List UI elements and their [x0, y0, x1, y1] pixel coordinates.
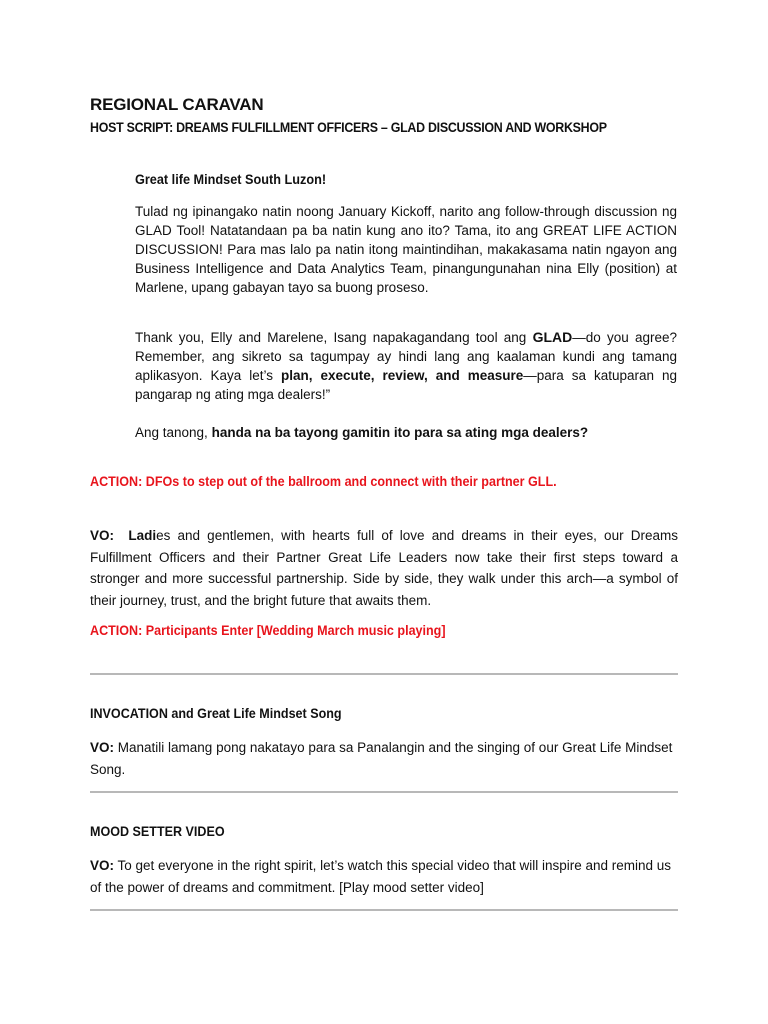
- p2-text-a: Thank you, Elly and Marelene, Isang napakagandang tool ang: [135, 330, 533, 345]
- mood-heading: MOOD SETTER VIDEO: [90, 824, 225, 839]
- intro-paragraph-1: Tulad ng ipinangako natin noong January Kickoff, narito ang follow-through discussion ng GLAD Tool! Natatandaan pa ba natin kung ano ito? Tama, ito ang GREAT LIFE ACTION DISCUSSION! Para mas lalo pa natin itong maintindihan, makakasama natin ngayon ang Business Intelligence and Data Analytics Team, pinangungunahan nina Elly (position) at Marlene, upang gabayan tayo sa buong proseso.: [135, 204, 677, 295]
- divider: [90, 791, 678, 793]
- intro-paragraph-3: [135, 423, 677, 442]
- vo-lead-bold: Ladi: [128, 528, 157, 543]
- vo-label: VO:: [90, 858, 115, 873]
- vo-main-paragraph: [90, 525, 678, 611]
- mood-vo: [90, 855, 678, 899]
- p3-text-a: Ang tanong,: [135, 425, 212, 440]
- mood-text: To get everyone in the right spirit, let’s watch this special video that will inspire and remind us of the power of dreams and commitment. [Play mood setter video]: [90, 858, 672, 895]
- vo-label: VO:: [90, 740, 115, 755]
- divider: [90, 673, 678, 675]
- action-line-1: ACTION: DFOs to step out of the ballroom and connect with their partner GLL.: [90, 474, 557, 489]
- p2-text-b: —do you agree? Remember, ang sikreto sa tagumpay ay hindi lang ang kaalaman kundi ang tamang aplikasyon. Kaya let’s: [135, 330, 678, 383]
- intro-paragraph-2: [135, 328, 677, 404]
- p3-question-bold: handa na ba tayong gamitin ito para sa ating mga dealers?: [211, 425, 589, 440]
- p2-plan-bold: plan, execute, review, and measure: [281, 368, 524, 383]
- document-subtitle: HOST SCRIPT: DREAMS FULFILLMENT OFFICERS – GLAD DISCUSSION AND WORKSHOP: [90, 120, 607, 135]
- vo-main-text: es and gentlemen, with hearts full of love and dreams in their eyes, our Dreams Fulfillment Officers and their Partner Great Life Leaders now take their first steps toward a stronger and more successful partnership. Side by side, they walk under this arch—a symbol of their journey, trust, and the bright future that awaits them.: [90, 528, 678, 608]
- document-title: REGIONAL CARAVAN: [90, 95, 264, 114]
- p2-glad-bold: GLAD: [532, 329, 573, 345]
- invocation-heading: INVOCATION and Great Life Mindset Song: [90, 706, 342, 721]
- invocation-text: Manatili lamang pong nakatayo para sa Panalangin and the singing of our Great Life Mindset Song.: [90, 740, 673, 777]
- invocation-vo: [90, 737, 678, 781]
- greeting-line: Great life Mindset South Luzon!: [135, 172, 327, 187]
- vo-label: VO:: [90, 528, 115, 543]
- p2-text-c: —para sa katuparan ng pangarap ng ating mga dealers!”: [135, 368, 678, 402]
- divider: [90, 909, 678, 911]
- action-line-2: ACTION: Participants Enter [Wedding March music playing]: [90, 623, 446, 638]
